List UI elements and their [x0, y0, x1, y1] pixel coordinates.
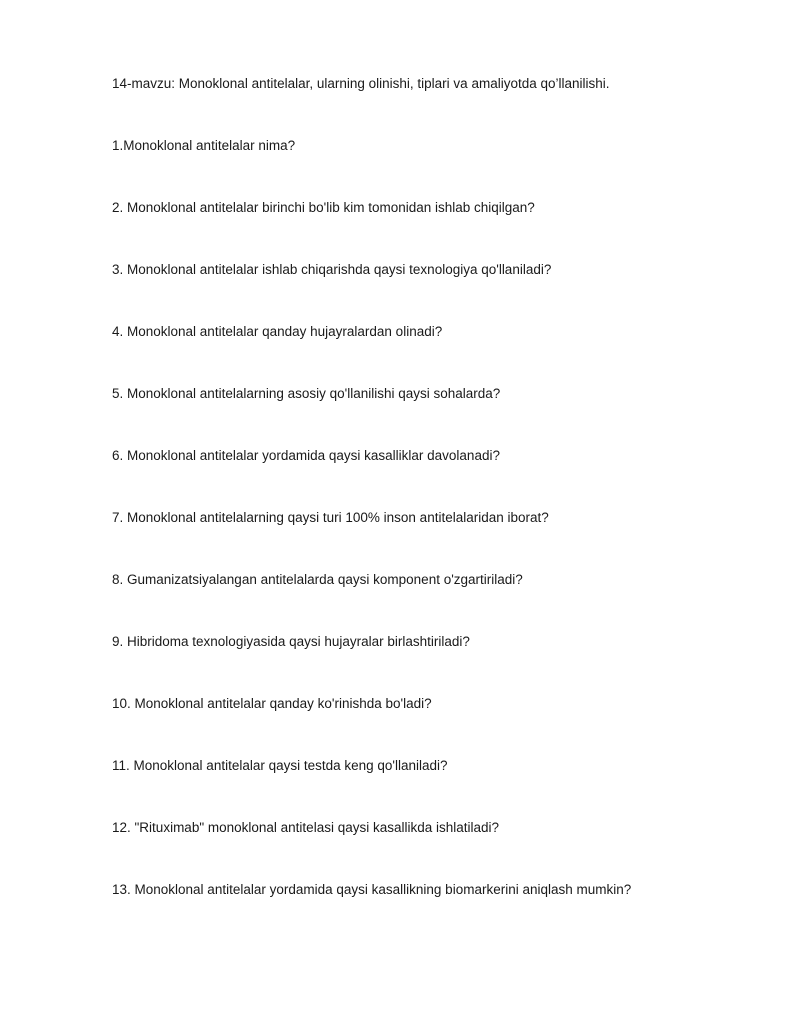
question-2: 2. Monoklonal antitelalar birinchi bo'lib kim tomonidan ishlab chiqilgan? — [112, 200, 535, 215]
question-11: 11. Monoklonal antitelalar qaysi testda keng qo'llaniladi? — [112, 758, 448, 773]
question-4: 4. Monoklonal antitelalar qanday hujayralardan olinadi? — [112, 324, 443, 339]
question-13: 13. Monoklonal antitelalar yordamida qaysi kasallikning biomarkerini aniqlash mumkin? — [112, 882, 632, 897]
question-9: 9. Hibridoma texnologiyasida qaysi hujayralar birlashtiriladi? — [112, 634, 470, 649]
document-title: 14-mavzu: Monoklonal antitelalar, ularning olinishi, tiplari va amaliyotda qo’llanilishi. — [112, 76, 610, 91]
question-7: 7. Monoklonal antitelalarning qaysi turi 100% inson antitelalaridan iborat? — [112, 510, 549, 525]
question-5: 5. Monoklonal antitelalarning asosiy qo'llanilishi qaysi sohalarda? — [112, 386, 501, 401]
question-8: 8. Gumanizatsiyalangan antitelalarda qaysi komponent o'zgartiriladi? — [112, 572, 523, 587]
question-1: 1.Monoklonal antitelalar nima? — [112, 138, 296, 153]
question-10: 10. Monoklonal antitelalar qanday ko'rinishda bo'ladi? — [112, 696, 432, 711]
question-3: 3. Monoklonal antitelalar ishlab chiqarishda qaysi texnologiya qo'llaniladi? — [112, 262, 552, 277]
question-6: 6. Monoklonal antitelalar yordamida qaysi kasalliklar davolanadi? — [112, 448, 500, 463]
question-12: 12. "Rituximab" monoklonal antitelasi qaysi kasallikda ishlatiladi? — [112, 820, 500, 835]
